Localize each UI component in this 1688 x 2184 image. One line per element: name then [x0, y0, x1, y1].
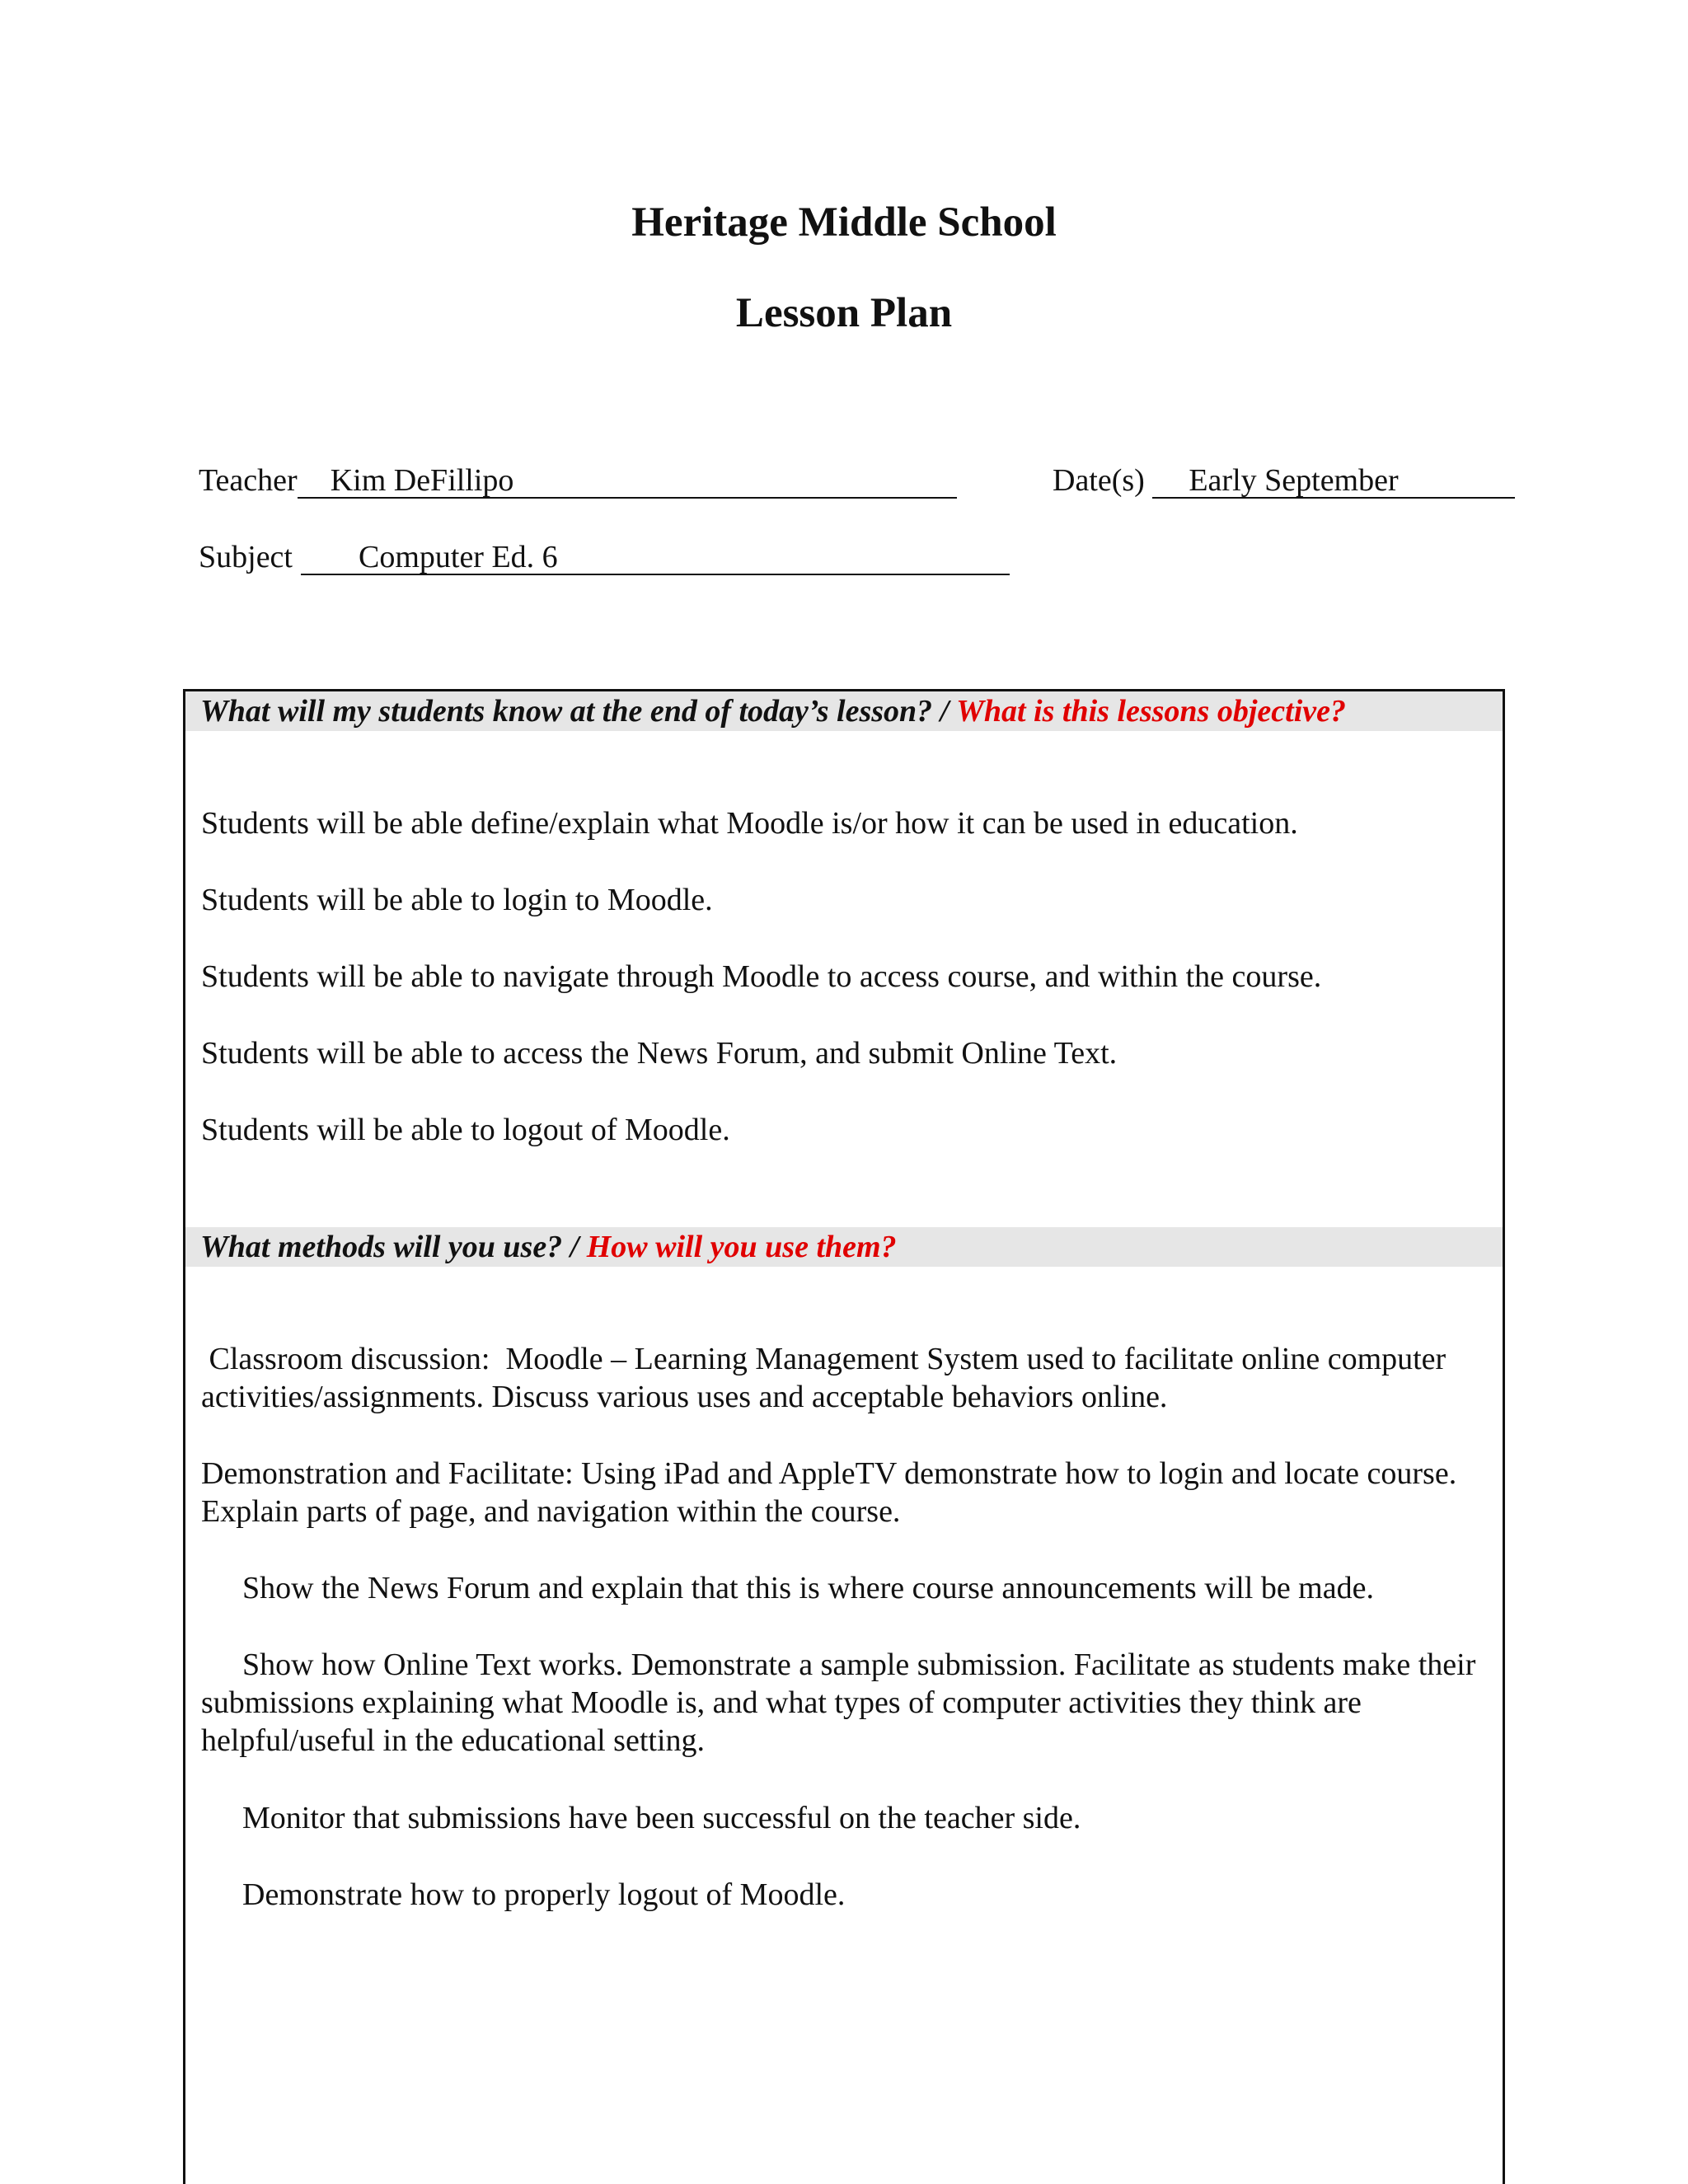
methods-paragraph: Demonstrate how to properly logout of Moodle. [242, 1877, 846, 1912]
methods-paragraph: Classroom discussion: Moodle – Learning Management System used to facilitate online computer activities/assignments. Discuss various uses and acceptable behaviors online. [201, 1342, 1454, 1414]
methods-paragraph: Show how Online Text works. Demonstrate a sample submission. Facilitate as students make their submissions explaining what Moodle is, and what types of computer activities they think are helpful/useful in the educational setting. [201, 1647, 1476, 1758]
teacher-field [199, 462, 957, 499]
objective-item: Students will be able to access the News Forum, and submit Online Text. [201, 1036, 1118, 1071]
methods-header [185, 1227, 1503, 1267]
school-name: Heritage Middle School [631, 199, 1057, 246]
methods-paragraph: Monitor that submissions have been successful on the teacher side. [242, 1801, 1081, 1835]
objective-question: What will my students know at the end of today’s lesson? / [200, 694, 950, 729]
methods-question: What methods will you use? / [200, 1230, 579, 1264]
teacher-label: Teacher [199, 463, 298, 498]
dates-label: Date(s) [1053, 463, 1145, 498]
subject-label: Subject [199, 540, 293, 574]
objective-header [185, 691, 1503, 731]
document-title: Lesson Plan [735, 290, 953, 336]
objective-item: Students will be able to logout of Moodle. [201, 1113, 730, 1147]
objective-question-red: What is this lessons objective? [956, 694, 1346, 729]
subject-field [199, 538, 1010, 576]
lesson-details-box [183, 689, 1505, 2184]
teacher-value: Kim DeFillipo [298, 464, 957, 499]
dates-field [1053, 462, 1515, 499]
objective-item: Students will be able to navigate through Moodle to access course, and within the course. [201, 959, 1322, 994]
methods-paragraph: Show the News Forum and explain that this is where course announcements will be made. [242, 1571, 1374, 1605]
subject-value: Computer Ed. 6 [301, 541, 1010, 575]
methods-question-red: How will you use them? [586, 1230, 897, 1264]
objective-item: Students will be able to login to Moodle. [201, 883, 713, 917]
methods-paragraph: Demonstration and Facilitate: Using iPad and AppleTV demonstrate how to login and locate course. Explain parts of page, and navigation within the course. [201, 1456, 1457, 1529]
dates-value: Early September [1152, 464, 1515, 499]
objective-item: Students will be able define/explain what Moodle is/or how it can be used in education. [201, 806, 1298, 841]
